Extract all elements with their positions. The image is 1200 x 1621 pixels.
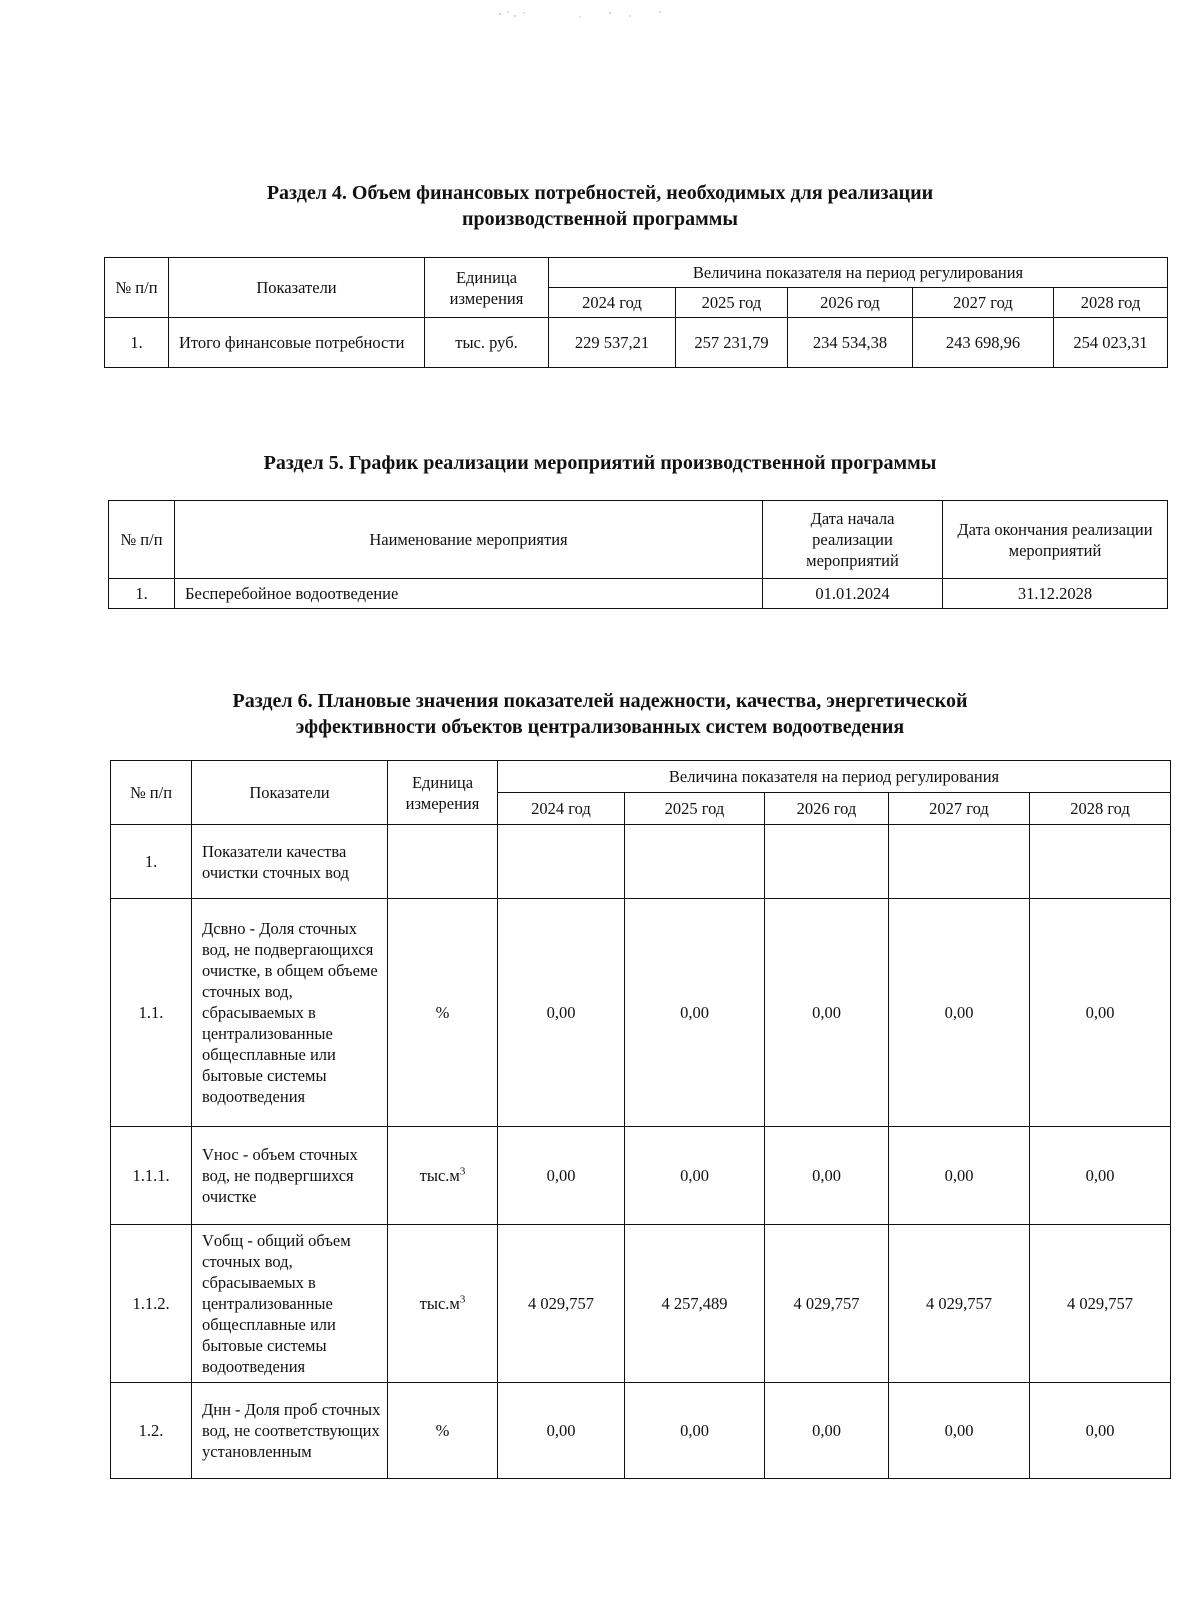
row-value: 0,00 xyxy=(889,1383,1030,1479)
row-value: 0,00 xyxy=(765,1127,889,1225)
s4-header-year: 2027 год xyxy=(913,288,1054,318)
row-indicator: Показатели качества очистки сточных вод xyxy=(192,825,388,899)
s4-header-year: 2025 год xyxy=(676,288,788,318)
row-unit xyxy=(388,1127,498,1225)
row-number: 1.1.2. xyxy=(111,1225,192,1383)
section6-title-line1: Раздел 6. Плановые значения показателей надежности, качества, энергетической xyxy=(232,690,968,712)
section4-title-line2: производственной программы xyxy=(461,208,739,230)
row-value xyxy=(498,825,625,899)
row-value: 0,00 xyxy=(1030,899,1171,1127)
table-row xyxy=(111,1383,1171,1479)
unit-text: тыс.м xyxy=(419,1166,460,1185)
row-value xyxy=(765,825,889,899)
row-value: 0,00 xyxy=(625,1383,765,1479)
table-row xyxy=(111,825,1171,899)
unit-text: тыс.м xyxy=(419,1294,460,1313)
unit-text: % xyxy=(435,1421,450,1440)
table-row xyxy=(109,579,1168,609)
row-value: 4 257,489 xyxy=(625,1225,765,1383)
row-value: 0,00 xyxy=(889,899,1030,1127)
s6-header-year: 2025 год xyxy=(625,793,765,825)
row-number: 1. xyxy=(111,825,192,899)
row-value: 0,00 xyxy=(625,1127,765,1225)
row-value: 4 029,757 xyxy=(498,1225,625,1383)
row-value xyxy=(625,825,765,899)
s6-header-unit: Единица измерения xyxy=(388,761,498,825)
row-unit xyxy=(388,1225,498,1383)
row-indicator: Дсвно - Доля сточных вод, не подвергающихся очистке, в общем объеме сточных вод, сбрасываемых в централизованные общесплавные или бытовые системы водоотведения xyxy=(192,899,388,1127)
row-unit xyxy=(388,825,498,899)
row-indicator: Днн - Доля проб сточных вод, не соответствующих установленным xyxy=(192,1383,388,1479)
row-unit xyxy=(388,899,498,1127)
s6-header-year: 2026 год xyxy=(765,793,889,825)
s5-header-num: № п/п xyxy=(109,501,175,579)
unit-text: % xyxy=(435,1003,450,1022)
section4-table xyxy=(104,257,1168,368)
s6-header-year: 2024 год xyxy=(498,793,625,825)
row-number: 1. xyxy=(105,318,169,368)
row-event-name: Бесперебойное водоотведение xyxy=(175,579,763,609)
row-indicator: Vобщ - общий объем сточных вод, сбрасываемых в централизованные общесплавные или бытовые системы водоотведения xyxy=(192,1225,388,1383)
section4-title-line1: Раздел 4. Объем финансовых потребностей, необходимых для реализации xyxy=(266,182,934,204)
row-value xyxy=(1030,825,1171,899)
unit-superscript: 3 xyxy=(459,1165,466,1178)
s4-header-num: № п/п xyxy=(105,258,169,318)
row-value: 0,00 xyxy=(498,899,625,1127)
s4-header-year: 2026 год xyxy=(788,288,913,318)
s5-header-end: Дата окончания реализации мероприятий xyxy=(943,501,1168,579)
section4-title xyxy=(0,180,1200,232)
row-value: 4 029,757 xyxy=(765,1225,889,1383)
s6-header-year: 2028 год xyxy=(1030,793,1171,825)
table-row xyxy=(111,899,1171,1127)
row-start-date: 01.01.2024 xyxy=(763,579,943,609)
row-value xyxy=(889,825,1030,899)
scan-specks xyxy=(490,8,690,22)
row-value: 0,00 xyxy=(765,899,889,1127)
row-value: 0,00 xyxy=(498,1127,625,1225)
table-row xyxy=(111,1127,1171,1225)
row-value: 254 023,31 xyxy=(1054,318,1168,368)
section6-table xyxy=(110,760,1171,1479)
row-end-date: 31.12.2028 xyxy=(943,579,1168,609)
s4-header-period: Величина показателя на период регулирования xyxy=(549,258,1168,288)
row-indicator: Итого финансовые потребности xyxy=(169,318,425,368)
s6-header-year: 2027 год xyxy=(889,793,1030,825)
section6-title-line2: эффективности объектов централизованных систем водоотведения xyxy=(295,716,905,738)
section5-table xyxy=(108,500,1168,609)
s5-header-name: Наименование мероприятия xyxy=(175,501,763,579)
row-number: 1.2. xyxy=(111,1383,192,1479)
section5-title: Раздел 5. График реализации мероприятий производственной программы xyxy=(263,452,937,474)
row-value: 0,00 xyxy=(625,899,765,1127)
unit-superscript: 3 xyxy=(459,1293,466,1306)
row-value: 243 698,96 xyxy=(913,318,1054,368)
row-value: 229 537,21 xyxy=(549,318,676,368)
row-value: 0,00 xyxy=(1030,1383,1171,1479)
row-number: 1.1.1. xyxy=(111,1127,192,1225)
s4-header-indicator: Показатели xyxy=(169,258,425,318)
row-unit: тыс. руб. xyxy=(425,318,549,368)
row-indicator: Vнос - объем сточных вод, не подвергшихся очистке xyxy=(192,1127,388,1225)
table-row xyxy=(111,1225,1171,1383)
row-value: 4 029,757 xyxy=(889,1225,1030,1383)
row-value: 257 231,79 xyxy=(676,318,788,368)
s5-header-start: Дата начала реализации мероприятий xyxy=(763,501,943,579)
s4-header-year: 2024 год xyxy=(549,288,676,318)
s4-header-year: 2028 год xyxy=(1054,288,1168,318)
row-number: 1.1. xyxy=(111,899,192,1127)
row-value: 0,00 xyxy=(889,1127,1030,1225)
section6-title xyxy=(0,688,1200,740)
row-number: 1. xyxy=(109,579,175,609)
s6-header-period: Величина показателя на период регулирования xyxy=(498,761,1171,793)
table-row xyxy=(105,318,1168,368)
row-value: 0,00 xyxy=(498,1383,625,1479)
row-value: 234 534,38 xyxy=(788,318,913,368)
s6-header-num: № п/п xyxy=(111,761,192,825)
s4-header-unit: Единица измерения xyxy=(425,258,549,318)
s6-header-indicator: Показатели xyxy=(192,761,388,825)
row-unit xyxy=(388,1383,498,1479)
row-value: 4 029,757 xyxy=(1030,1225,1171,1383)
row-value: 0,00 xyxy=(765,1383,889,1479)
row-value: 0,00 xyxy=(1030,1127,1171,1225)
